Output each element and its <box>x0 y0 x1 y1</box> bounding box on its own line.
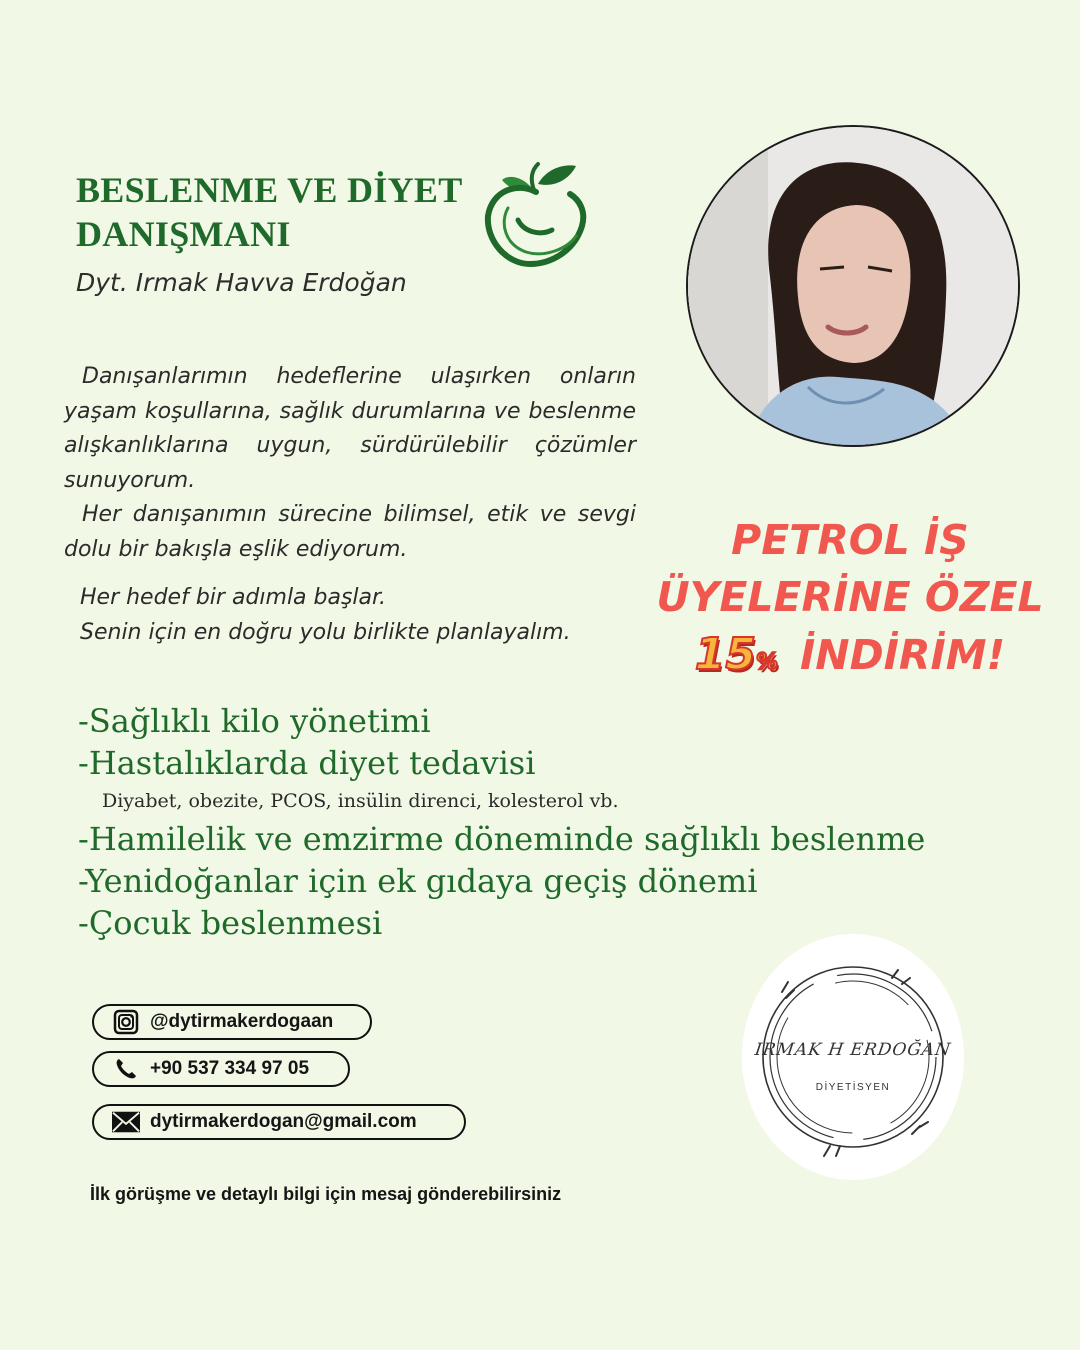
promo-banner <box>640 512 1060 691</box>
service-item: -Yenidoğanlar için ek gıdaya geçiş dönemi <box>78 862 758 900</box>
service-item: -Çocuk beslenmesi <box>78 904 383 942</box>
services-list <box>78 700 925 944</box>
motto <box>80 580 571 650</box>
envelope-icon <box>112 1110 140 1134</box>
promo-line-2: ÜYELERİNE ÖZEL <box>656 573 1044 621</box>
motto-line-2: Senin için en doğru yolu birlikte planlayalım. <box>80 620 571 645</box>
instagram-icon <box>112 1010 140 1034</box>
page-title <box>76 168 496 256</box>
intro-paragraph-2: Her danışanımın sürecine bilimsel, etik ve sevgi dolu bir bakışla eşlik ediyorum. <box>64 502 636 562</box>
phone-icon <box>112 1057 140 1081</box>
phone-pill[interactable] <box>92 1051 350 1087</box>
email-pill[interactable] <box>92 1104 466 1140</box>
discount-badge <box>695 626 778 691</box>
promo-discount-word: İNDİRİM! <box>800 631 1006 679</box>
email-address: dytirmakerdogan@gmail.com <box>150 1111 417 1132</box>
profile-photo <box>686 125 1020 447</box>
discount-symbol: % <box>756 650 779 675</box>
title-line-2: DANIŞMANI <box>76 214 291 254</box>
service-item: -Hamilelik ve emzirme döneminde sağlıklı beslenme <box>78 820 926 858</box>
title-line-1: BESLENME VE DİYET <box>76 170 463 210</box>
footer-note: İlk görüşme ve detaylı bilgi için mesaj gönderebilirsiniz <box>90 1184 562 1204</box>
apple-leaf-icon <box>478 160 598 280</box>
logo-subtitle: DİYETİSYEN <box>815 1082 891 1093</box>
service-item-detail: Diyabet, obezite, PCOS, insülin direnci, kolesterol vb. <box>102 790 619 812</box>
motto-line-1: Her hedef bir adımla başlar. <box>80 585 387 610</box>
instagram-pill[interactable] <box>92 1004 372 1040</box>
promo-line-1: PETROL İŞ <box>731 516 969 564</box>
discount-number: 15 <box>694 629 756 680</box>
promo-line-3 <box>640 626 1060 691</box>
service-item: -Hastalıklarda diyet tedavisi <box>78 744 536 782</box>
logo-name: IRMAK H ERDOĞAN <box>753 1040 953 1060</box>
phone-number: +90 537 334 97 05 <box>150 1058 310 1079</box>
instagram-handle: @dytirmakerdogaan <box>150 1011 334 1032</box>
service-item: -Sağlıklı kilo yönetimi <box>78 702 431 740</box>
dietitian-name: Dyt. Irmak Havva Erdoğan <box>76 268 407 297</box>
intro-paragraph-1: Danışanlarımın hedeflerine ulaşırken onların yaşam koşullarına, sağlık durumlarına ve beslenme alışkanlıklarına uygun, sürdürülebilir çözümler sunuyorum. <box>64 364 636 493</box>
intro-text <box>64 360 636 567</box>
